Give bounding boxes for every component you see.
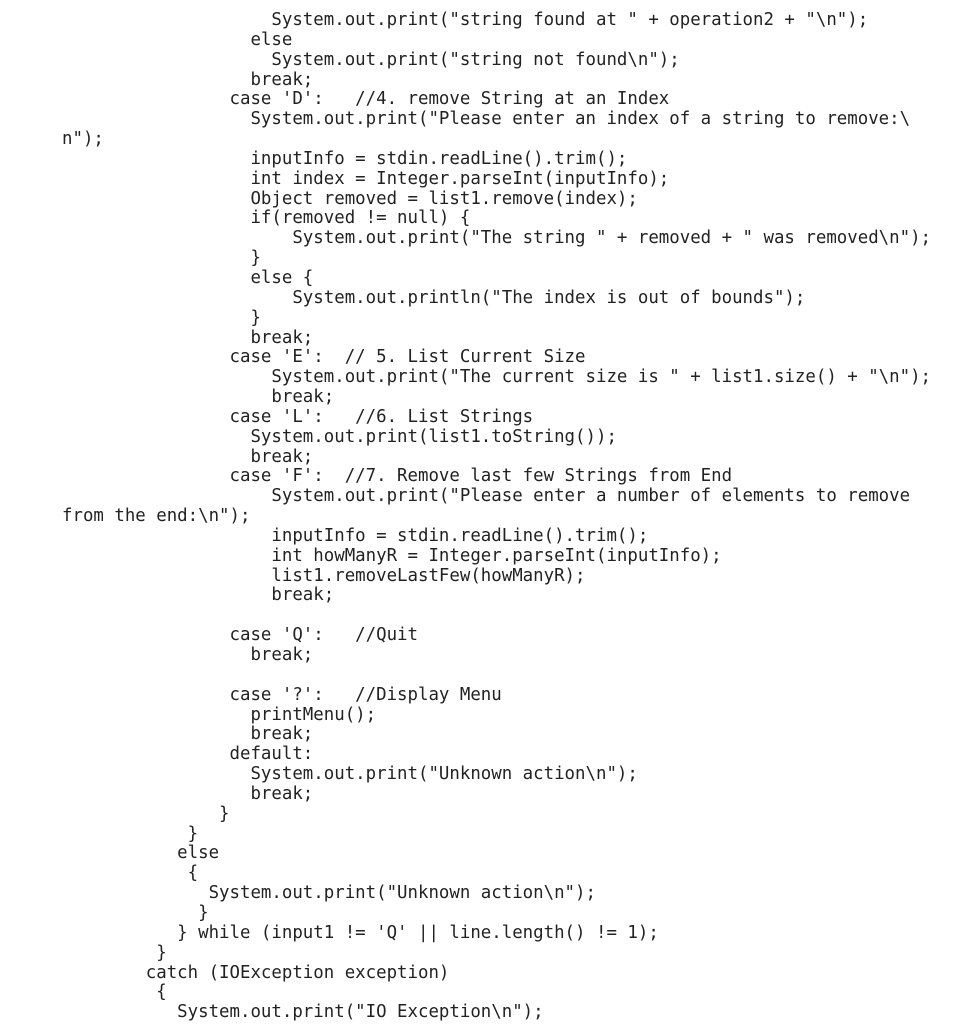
code-line: case 'L': //6. List Strings [62,406,534,427]
code-line: System.out.print("Please enter an index of a string to remove:\ [62,109,911,130]
code-line: } while (input1 != 'Q' || line.length() != 1); [62,922,659,943]
code-line: break; [62,387,335,408]
code-line: System.out.println("The index is out of bounds"); [62,287,806,308]
code-line: } [62,307,261,328]
code-line [62,666,931,686]
code-line [62,606,931,626]
code-line: break; [62,327,314,348]
code-line: list1.removeLastFew(howManyR); [62,565,586,586]
code-line: } [62,803,230,824]
code-line: case 'D': //4. remove String at an Index [62,89,670,110]
code-line: if(removed != null) { [62,208,471,229]
code-line: n"); [62,129,104,150]
code-line: break; [62,783,314,804]
code-line: System.out.print("The string " + removed + " was removed\n"); [62,228,932,249]
code-line: { [62,863,199,884]
code-line: System.out.print("Unknown action\n"); [62,764,638,785]
code-line: break; [62,645,314,665]
code-line: printMenu(); [62,704,377,725]
code-line: break; [62,724,314,745]
code-line: else [62,843,220,864]
code-line: } [62,248,261,269]
code-listing [62,11,931,1023]
code-line: int index = Integer.parseInt(inputInfo); [62,168,670,189]
code-line: case '?': //Display Menu [62,684,502,705]
code-line: break; [62,69,314,90]
code-line: } [62,902,209,923]
code-line: break; [62,446,314,467]
code-line: System.out.print("IO Exception\n"); [62,1002,544,1023]
code-line: } [62,823,199,844]
code-line: System.out.print("string not found\n"); [62,49,680,70]
code-line: from the end:\n"); [62,506,251,527]
code-line: inputInfo = stdin.readLine().trim(); [62,148,628,169]
code-line: Object removed = list1.remove(index); [62,188,638,209]
code-line: case 'Q': //Quit [62,625,418,646]
code-line: { [62,982,167,1003]
code-line: System.out.print("string found at " + operation2 + "\n"); [62,10,869,30]
code-line: else [62,29,293,50]
code-line: int howManyR = Integer.parseInt(inputInfo); [62,545,722,566]
code-line: case 'E': // 5. List Current Size [62,347,586,368]
code-line: break; [62,585,335,606]
code-line: inputInfo = stdin.readLine().trim(); [62,525,649,546]
code-line: System.out.print("Please enter a number of elements to remove [62,486,911,507]
code-line: default: [62,744,314,765]
code-line: else { [62,267,314,288]
code-line: System.out.print(list1.toString()); [62,426,617,447]
code-line: System.out.print("Unknown action\n"); [62,883,596,904]
code-line: System.out.print("The current size is " + list1.size() + "\n"); [62,367,932,388]
code-line: } [62,942,167,963]
code-line: catch (IOException exception) [62,962,450,983]
code-line: case 'F': //7. Remove last few Strings from End [62,466,733,487]
